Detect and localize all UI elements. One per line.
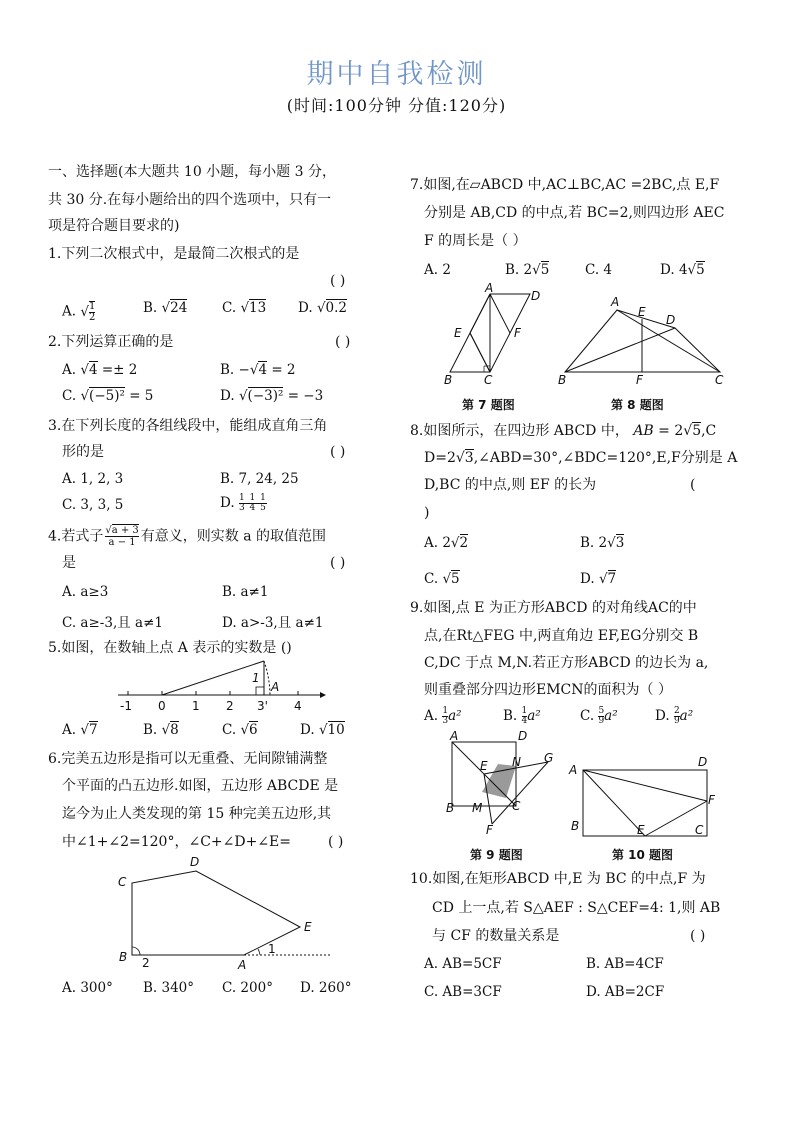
q10-label-f: F — [708, 793, 715, 807]
q9-label-a: A — [450, 729, 459, 743]
q3-option-a[interactable]: A. 1, 2, 3 — [62, 471, 124, 487]
q7-caption: 第 7 题图 — [462, 398, 515, 412]
q4-stem-line1: 4.若式子 √a + 3 a − 1 有意义，则实数 a 的取值范围 — [48, 525, 327, 548]
q2-option-b[interactable]: B. −√4 = 2 — [220, 362, 296, 378]
q7-label-e: E — [454, 326, 462, 340]
q3-option-d[interactable]: D. $\frac{1 1 1}{3 4 5}$ — [220, 493, 267, 513]
q10-label-e: E — [637, 823, 645, 837]
q7-label-c: C — [484, 373, 493, 387]
q10-label-a: A — [569, 763, 578, 777]
q10-stem-line2: CD 上一点,若 S△AEF : S△CEF=4: 1,则 AB — [432, 900, 721, 916]
q9-label-c: C — [512, 799, 521, 813]
q3-option-c[interactable]: C. 3, 3, 5 — [62, 497, 124, 513]
q9-label-b: B — [446, 801, 455, 815]
q8-option-d[interactable]: D. √7 — [580, 571, 617, 587]
q9-stem-line3: C,DC 于点 M,N.若正方形ABCD 的边长为 a, — [424, 655, 709, 671]
q9-stem-line2: 点,在Rt△FEG 中,两直角边 EF,EG分别交 B — [424, 628, 699, 644]
q6-label-a: A — [238, 958, 247, 972]
q8-stem-line1: 8.如图所示，在四边形 ABCD 中， AB = 2√5,C — [410, 423, 717, 439]
q6-option-d[interactable]: D. 260° — [300, 980, 352, 996]
q6-label-d: D — [190, 855, 200, 869]
q9-square-figure — [440, 730, 560, 840]
q1-answer-paren: ( ) — [330, 273, 346, 289]
q6-label-c: C — [118, 875, 127, 889]
q9-stem-line4: 则重叠部分四边形EMCN的面积为（ ） — [424, 682, 672, 698]
q6-stem-line2: 个平面的凸五边形.如图，五边形 ABCDE 是 — [62, 778, 339, 794]
q4-stem-line2: 是 — [62, 555, 76, 571]
q8-label-f: F — [636, 373, 643, 387]
q6-stem-line4: 中∠1+∠2=120°，∠C+∠D+∠E= — [62, 834, 291, 850]
q8-option-b[interactable]: B. 2√3 — [580, 535, 625, 551]
q6-stem-line1: 6.完美五边形是指可以无重叠、无间隙铺满整 — [48, 751, 328, 767]
q6-option-b[interactable]: B. 340° — [143, 980, 195, 996]
q6-label-e: E — [304, 920, 312, 934]
q9-option-a[interactable]: A. $\frac{1}{3}$ a² — [424, 706, 462, 726]
q5-stem: 5.如图，在数轴上点 A 表示的实数是 () — [48, 640, 292, 656]
q7-label-d: D — [531, 289, 541, 303]
q10-answer-paren: ( ) — [690, 928, 706, 944]
page-subtitle: (时间:100分钟 分值:120分) — [286, 96, 507, 115]
section-heading-line2: 共 30 分.在每小题给出的四个选项中，只有一 — [48, 192, 332, 208]
q5-tick-0: 0 — [158, 699, 166, 713]
q9-option-d[interactable]: D. $\frac{2}{9}$ a² — [655, 706, 694, 726]
q6-answer-paren: ( ) — [328, 834, 344, 850]
q10-label-c: C — [695, 823, 704, 837]
q5-tick-2: 2 — [226, 699, 234, 713]
q8-answer-paren-close: ) — [424, 505, 430, 521]
q7-stem-line1: 7.如图,在▱ABCD 中,AC⊥BC,AC =2BC,点 E,F — [410, 177, 720, 193]
q9-stem-line1: 9.如图,点 E 为正方形ABCD 的对角线AC的中 — [410, 600, 697, 616]
q8-stem-line2: D=2√3,∠ABD=30°,∠BDC=120°,E,F分别是 A — [424, 450, 738, 466]
q3-stem-line2: 形的是 — [62, 444, 104, 460]
q5-option-b[interactable]: B. √8 — [143, 722, 179, 738]
q5-tick-neg1: -1 — [120, 699, 132, 713]
q1-option-c[interactable]: C. √13 — [222, 300, 267, 316]
q5-tick-4: 4 — [294, 699, 302, 713]
q10-option-b[interactable]: B. AB=4CF — [586, 956, 664, 972]
q1-option-b[interactable]: B. √24 — [143, 300, 188, 316]
q7-stem-line2: 分别是 AB,CD 的中点,若 BC=2,则四边形 AEC — [424, 205, 725, 221]
q10-rectangle-figure — [565, 752, 725, 842]
q10-stem-line1: 10.如图,在矩形ABCD 中,E 为 BC 的中点,F 为 — [410, 871, 706, 887]
q10-stem-line3: 与 CF 的数量关系是 — [432, 928, 560, 944]
q9-option-b[interactable]: B. $\frac{1}{4}$ a² — [503, 706, 541, 726]
q8-answer-paren-open: ( — [690, 477, 696, 493]
q5-number-line-figure — [110, 660, 330, 715]
q10-label-d: D — [698, 755, 708, 769]
q7-option-c[interactable]: C. 4 — [585, 262, 613, 278]
q4-option-d[interactable]: D. a>-3,且 a≠1 — [222, 615, 324, 631]
q6-label-2: 2 — [142, 956, 150, 970]
q5-option-d[interactable]: D. √10 — [300, 722, 345, 738]
q6-pentagon-figure — [110, 855, 340, 975]
q8-label-e: E — [638, 305, 646, 319]
q6-option-c[interactable]: C. 200° — [222, 980, 273, 996]
q10-option-a[interactable]: A. AB=5CF — [424, 956, 502, 972]
q9-label-g: G — [544, 751, 554, 765]
q5-tick-3: 3' — [257, 699, 268, 713]
q8-option-c[interactable]: C. √5 — [424, 571, 460, 587]
q10-option-d[interactable]: D. AB=2CF — [586, 984, 665, 1000]
q9-label-d: D — [518, 729, 528, 743]
q6-label-1: 1 — [268, 942, 276, 956]
q8-label-a: A — [611, 295, 620, 309]
q1-option-a[interactable]: A. √ $\frac{1}{2}$ — [62, 301, 96, 323]
q7-label-a: A — [485, 281, 494, 295]
q2-option-d[interactable]: D. √(−3)² = −3 — [220, 388, 324, 404]
q8-caption: 第 8 题图 — [611, 398, 664, 412]
q10-label-b: B — [571, 819, 580, 833]
section-heading-line1: 一、选择题(本大题共 10 小题，每小题 3 分， — [48, 164, 336, 180]
q4-answer-paren: ( ) — [330, 555, 346, 571]
q8-label-d: D — [666, 313, 676, 327]
q9-label-f: F — [486, 823, 493, 837]
q2-option-a[interactable]: A. √4 =± 2 — [62, 362, 138, 378]
q6-stem-line3: 迄今为止人类发现的第 15 种完美五边形,其 — [62, 806, 332, 822]
q7-label-b: B — [444, 373, 453, 387]
q3-stem-line1: 3.在下列长度的各组线段中，能组成直角三角 — [48, 418, 328, 434]
q8-quadrilateral-figure — [555, 292, 735, 390]
q4-option-b[interactable]: B. a≠1 — [222, 584, 269, 600]
q5-option-a[interactable]: A. √7 — [62, 722, 98, 738]
q9-label-n: N — [512, 755, 521, 769]
q2-stem: 2.下列运算正确的是 — [48, 334, 174, 350]
q9-option-c[interactable]: C. $\frac{5}{9}$ a² — [580, 706, 618, 726]
q6-option-a[interactable]: A. 300° — [62, 980, 113, 996]
q5-label-1: 1 — [252, 671, 260, 685]
q8-label-b: B — [558, 373, 567, 387]
q2-answer-paren: ( ) — [335, 334, 351, 350]
q4-option-a[interactable]: A. a≥3 — [62, 584, 109, 600]
q7-stem-line3: F 的周长是（ ） — [424, 233, 527, 249]
page-title: 期中自我检测 — [306, 59, 487, 90]
q7-option-d[interactable]: D. 4√5 — [660, 262, 705, 278]
q7-option-a[interactable]: A. 2 — [424, 262, 451, 278]
q1-stem: 1.下列二次根式中，是最简二次根式的是 — [48, 246, 300, 262]
q7-parallelogram-figure — [440, 282, 550, 390]
q7-option-b[interactable]: B. 2√5 — [505, 262, 550, 278]
q6-label-b: B — [119, 950, 128, 964]
q10-caption: 第 10 题图 — [612, 848, 674, 862]
q9-label-m: M — [472, 801, 483, 815]
q5-tick-1: 1 — [192, 699, 200, 713]
q3-option-b[interactable]: B. 7, 24, 25 — [220, 471, 299, 487]
q9-caption: 第 9 题图 — [470, 848, 523, 862]
q5-option-c[interactable]: C. √6 — [222, 722, 258, 738]
q9-label-e: E — [480, 759, 488, 773]
q2-option-c[interactable]: C. √(−5)² = 5 — [62, 388, 154, 404]
q10-option-c[interactable]: C. AB=3CF — [424, 984, 502, 1000]
q1-option-d[interactable]: D. √0.2 — [298, 300, 348, 316]
q4-option-c[interactable]: C. a≥-3,且 a≠1 — [62, 615, 163, 631]
q8-option-a[interactable]: A. 2√2 — [424, 535, 469, 551]
q5-label-a: A — [271, 680, 280, 694]
q3-answer-paren: ( ) — [330, 444, 346, 460]
q8-stem-line3: D,BC 的中点,则 EF 的长为 — [424, 477, 597, 493]
section-heading-line3: 项是符合题目要求的) — [48, 218, 180, 234]
q7-label-f: F — [514, 326, 521, 340]
q8-label-c: C — [715, 373, 724, 387]
